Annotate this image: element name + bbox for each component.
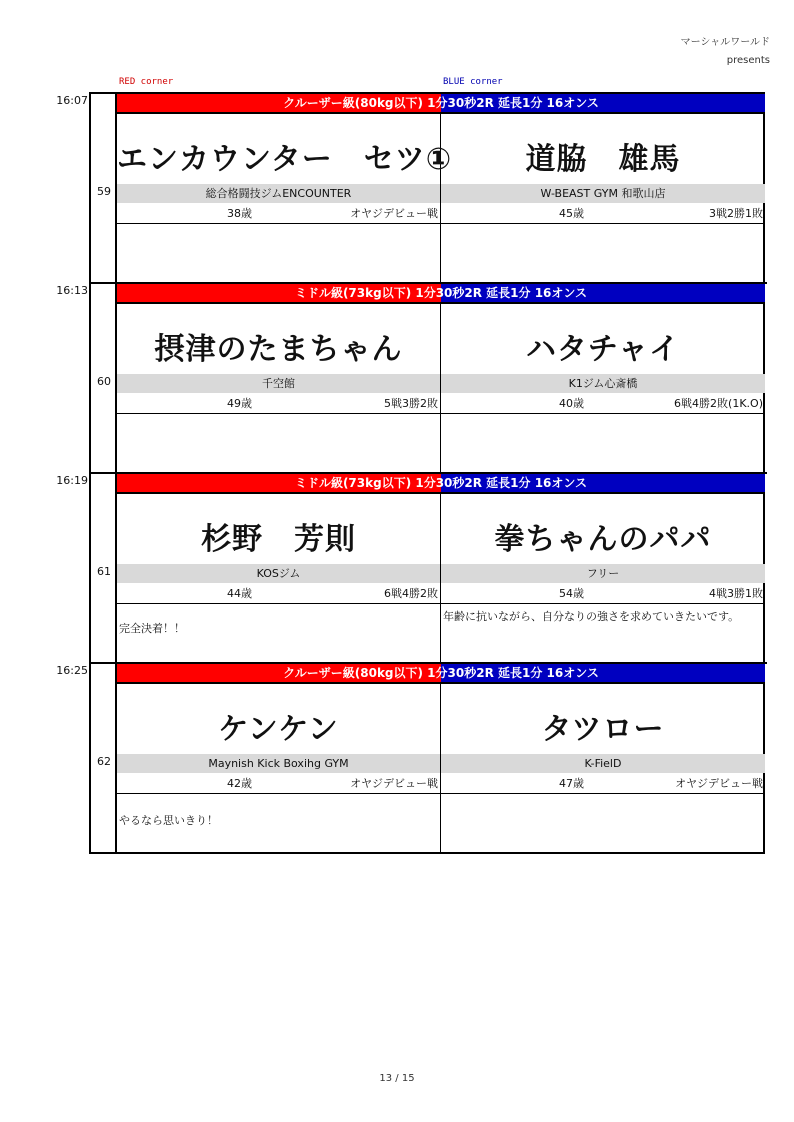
fighter-meta <box>441 773 765 794</box>
bout-row <box>117 94 765 284</box>
bout-number: 62 <box>97 755 111 768</box>
fighter-gym: K1ジム心斎橋 <box>441 374 765 393</box>
fighter-comment: 完全決着！！ <box>119 622 185 635</box>
presents-label: presents <box>726 55 770 66</box>
fighter-meta <box>117 583 440 604</box>
bout-number: 61 <box>97 565 111 578</box>
fighter-gym: W-BEAST GYM 和歌山店 <box>441 184 765 203</box>
bout-number: 59 <box>97 185 111 198</box>
fighter-gym: K-FielD <box>441 754 765 773</box>
red-fighter <box>117 684 441 852</box>
blue-fighter <box>441 494 765 664</box>
fighter-meta <box>117 393 440 414</box>
fighter-record: 6戦4勝2敗 <box>384 587 438 600</box>
bout-rule: クルーザー級(80kg以下) 1分30秒2R 延長1分 16オンス <box>283 666 599 680</box>
fighter-name: 道脇 雄馬 <box>525 142 681 177</box>
fighter-gym: KOSジム <box>117 564 440 583</box>
fight-card-table <box>89 92 765 854</box>
bout-row <box>117 284 765 474</box>
red-fighter <box>117 494 441 664</box>
rule-bar <box>117 284 765 302</box>
bout-time: 16:07 <box>56 94 88 107</box>
fighter-age: 38歳 <box>227 207 252 220</box>
bout-rule: クルーザー級(80kg以下) 1分30秒2R 延長1分 16オンス <box>283 96 599 110</box>
organizer-name: マーシャルワールド <box>680 37 770 48</box>
rule-bar <box>117 474 765 492</box>
fighter-record: 4戦3勝1敗 <box>709 587 763 600</box>
blue-fighter <box>441 304 765 474</box>
fighter-comment: 年齢に抗いながら、自分なりの強さを求めていきたいです。 <box>443 610 740 623</box>
bout-time: 16:19 <box>56 474 88 487</box>
bout-row <box>117 474 765 664</box>
red-fighter <box>117 304 441 474</box>
fighter-record: オヤジデビュー戦 <box>350 207 438 220</box>
blue-fighter <box>441 684 765 852</box>
bout-number: 60 <box>97 375 111 388</box>
fighter-age: 40歳 <box>559 397 584 410</box>
fighter-gym: フリー <box>441 564 765 583</box>
rule-bar <box>117 94 765 112</box>
bout-rule: ミドル級(73kg以下) 1分30秒2R 延長1分 16オンス <box>294 286 588 300</box>
fighter-age: 47歳 <box>559 777 584 790</box>
red-fighter <box>117 114 453 284</box>
fighter-gym: 総合格闘技ジムENCOUNTER <box>117 184 440 203</box>
fighter-meta <box>117 773 440 794</box>
bout-rule: ミドル級(73kg以下) 1分30秒2R 延長1分 16オンス <box>294 476 588 490</box>
fighter-age: 44歳 <box>227 587 252 600</box>
blue-fighter <box>441 114 765 284</box>
fighter-gym: 千空館 <box>117 374 440 393</box>
fighter-name: 杉野 芳則 <box>201 522 356 557</box>
fighter-record: 3戦2勝1敗 <box>709 207 763 220</box>
fighter-age: 54歳 <box>559 587 584 600</box>
fighter-meta <box>441 393 765 414</box>
fighter-name: ハタチャイ <box>525 332 681 367</box>
fighter-record: オヤジデビュー戦 <box>350 777 438 790</box>
bout-time: 16:25 <box>56 664 88 677</box>
fighter-name: タツロー <box>541 712 665 747</box>
fighter-name: 拳ちゃんのパパ <box>494 522 712 557</box>
fighter-age: 42歳 <box>227 777 252 790</box>
fighter-comment: やるなら思いきり！ <box>119 814 218 827</box>
bout-time: 16:13 <box>56 284 88 297</box>
fighter-age: 49歳 <box>227 397 252 410</box>
fighter-name: エンカウンター セツ① <box>117 142 453 177</box>
fighter-meta <box>441 203 765 224</box>
red-corner-label: RED corner <box>119 77 174 87</box>
fighter-age: 45歳 <box>559 207 584 220</box>
blue-corner-label: BLUE corner <box>443 77 503 87</box>
fighter-meta <box>441 583 765 604</box>
fighter-record: 5戦3勝2敗 <box>384 397 438 410</box>
fighter-record: 6戦4勝2敗(1K.O) <box>674 397 763 410</box>
rule-bar <box>117 664 765 682</box>
fighter-record: オヤジデビュー戦 <box>675 777 763 790</box>
fighter-gym: Maynish Kick Boxihg GYM <box>117 754 440 773</box>
fighter-name: 摂津のたまちゃん <box>154 332 403 367</box>
bout-row <box>117 664 765 852</box>
page-number: 13 / 15 <box>379 1073 415 1084</box>
fighter-meta <box>117 203 440 224</box>
fighter-name: ケンケン <box>218 712 339 747</box>
